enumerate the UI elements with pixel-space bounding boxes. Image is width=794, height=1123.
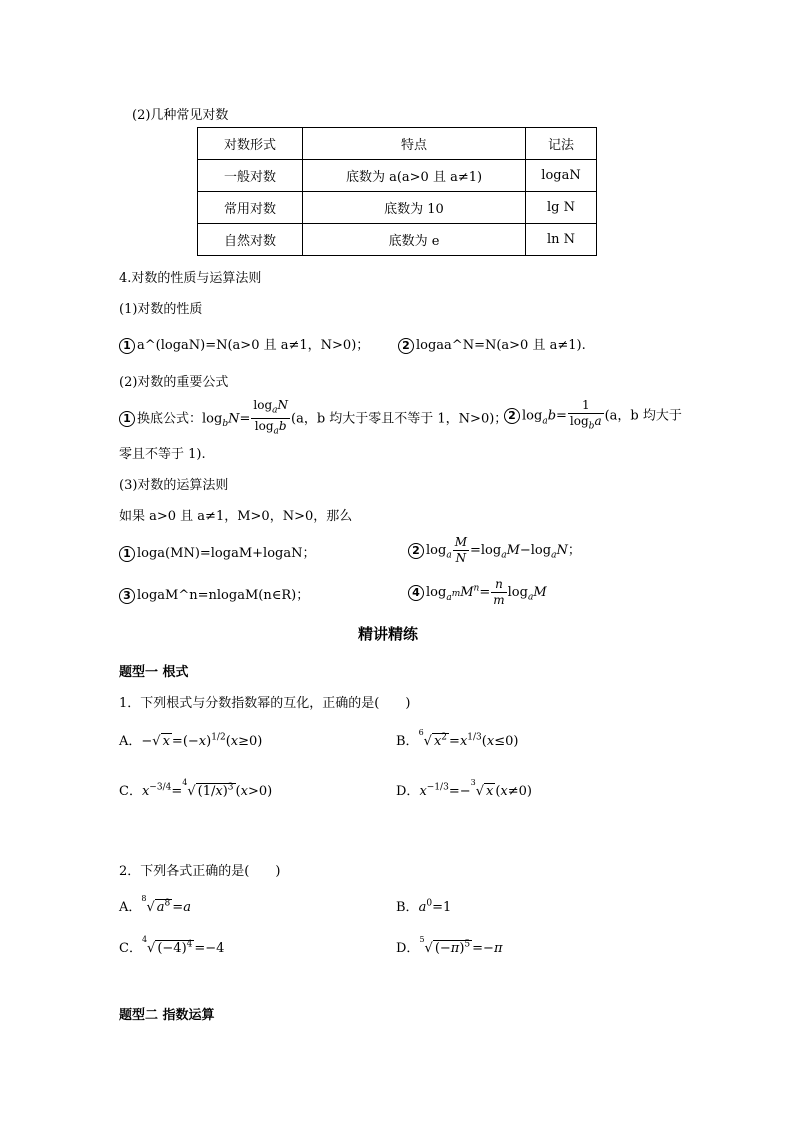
option-label: C． xyxy=(119,784,142,799)
sec4-heading: 4.对数的性质与运算法则 xyxy=(119,271,262,286)
option-label: D． xyxy=(396,784,420,799)
formula-1-condition: (a，b 均大于零且不等于 1，N>0)； xyxy=(291,411,508,427)
rule-4: 4 $\log_{a^m}M^n=$ $\frac{n}{m}$ $\log_aM$ xyxy=(408,577,547,608)
circled-number-icon: 2 xyxy=(408,543,424,559)
table-cell: logaN xyxy=(526,160,597,192)
q1-stem: 1．下列根式与分数指数幂的互化，正确的是( ) xyxy=(119,696,411,711)
formula-1-fraction: $\frac{\log_aN}{\log_ab}$ xyxy=(253,398,288,437)
table-cell: 自然对数 xyxy=(198,224,303,256)
circled-number-icon: 1 xyxy=(119,338,135,354)
circled-number-icon: 2 xyxy=(398,338,414,354)
property-1 xyxy=(119,334,369,354)
rule-4-fraction: $\frac{n}{m}$ xyxy=(493,577,505,607)
rule-2-fraction: $\frac{M}{N}$ xyxy=(454,535,467,565)
table-header-cell: 对数形式 xyxy=(198,128,303,160)
circled-number-icon: 1 xyxy=(119,546,135,562)
formula-1-prefix: 换底公式： xyxy=(137,411,203,427)
table-header-row xyxy=(198,128,597,160)
table-header-cell: 记法 xyxy=(526,128,597,160)
rule-intro: 如果 a>0 且 a≠1，M>0，N>0，那么 xyxy=(119,509,353,524)
section2-heading: (2)几种常见对数 xyxy=(132,108,229,123)
rule-1-text: loga(MN)=logaM+logaN； xyxy=(137,546,316,561)
circled-number-icon: 2 xyxy=(504,408,520,424)
rule-3-text: logaM^n=nlogaM(n∈R)； xyxy=(137,588,310,603)
table-row xyxy=(198,224,597,256)
option-label: B． xyxy=(396,734,419,749)
sub3-heading: (3)对数的运算法则 xyxy=(119,478,229,493)
table-cell: 底数为 a(a>0 且 a≠1) xyxy=(303,160,526,192)
option-label: A． xyxy=(119,900,142,915)
sub2-heading: (2)对数的重要公式 xyxy=(119,375,229,390)
q1-option-a: A．−√ $x =(-x)^{1/2}(x\ge 0)$ xyxy=(119,732,263,749)
rule-2: 2 $\log_a$ $\frac{M}{N}$ $=\log_aM-\log_aN$； xyxy=(408,535,581,566)
q1-option-c: C．$x^{-3/4}=^4√$ $(1/x)^3$ (x>0) xyxy=(119,778,273,799)
sub1-heading: (1)对数的性质 xyxy=(119,302,203,317)
table-row xyxy=(198,160,597,192)
table-cell: 常用对数 xyxy=(198,192,303,224)
q2-option-c: C．$^4$√ $(-4)^4 =-4$ xyxy=(119,935,225,956)
formula-2: 2 $\log_ab=$ $\frac{1}{\log_ba}$ (a，b 均大于 xyxy=(504,398,682,434)
log-types-table xyxy=(197,127,597,256)
table-cell: 一般对数 xyxy=(198,160,303,192)
table-cell: ln N xyxy=(526,224,597,256)
formula-2-fraction: $\frac{1}{\log_ba}$ xyxy=(569,398,602,432)
rule-3 xyxy=(119,584,309,604)
property-2-text: logaa^N=N(a>0 且 a≠1). xyxy=(416,338,586,353)
table-row xyxy=(198,192,597,224)
property-1-text: a^(logaN)=N(a>0 且 a≠1，N>0)； xyxy=(137,338,370,353)
type2-heading: 题型二 指数运算 xyxy=(119,1008,215,1023)
section-title: 精讲精练 xyxy=(358,625,419,643)
circled-number-icon: 3 xyxy=(119,588,135,604)
table-cell: 底数为 10 xyxy=(303,192,526,224)
circled-number-icon: 4 xyxy=(408,585,424,601)
q2-option-a: A．$^8$√ $a^8 =a$ xyxy=(119,894,191,915)
formula-1: 1 换底公式：$\log_bN=$ $\frac{\log_aN}{\log_ab}$ (a，b 均大于零且不等于 1，N>0)； xyxy=(119,398,507,440)
q2-option-d: D．$^5$√ $(-\pi)^5 =-\pi$ xyxy=(396,935,503,956)
q1-option-d: D．$x^{-1/3}=-^3√$ x (x≠0) xyxy=(396,778,533,799)
type1-heading: 题型一 根式 xyxy=(119,665,189,680)
formula-2-continuation: 零且不等于 1). xyxy=(119,447,206,462)
option-label: A． xyxy=(119,734,142,749)
option-label: D． xyxy=(396,941,420,956)
circled-number-icon: 1 xyxy=(119,411,135,427)
formula-2-condition: (a，b 均大于 xyxy=(604,408,682,424)
property-2 xyxy=(398,334,586,354)
q2-stem: 2．下列各式正确的是( ) xyxy=(119,864,281,879)
table-cell: lg N xyxy=(526,192,597,224)
option-label: B． xyxy=(396,900,419,915)
q2-option-b: B．$a^0=1$ xyxy=(396,898,452,915)
option-label: C． xyxy=(119,941,142,956)
q1-option-b: B．$^6$√ $x^2 =x^{1/3}(x\le 0)$ xyxy=(396,728,519,749)
rule-1 xyxy=(119,542,315,562)
table-cell: 底数为 e xyxy=(303,224,526,256)
table-header-cell: 特点 xyxy=(303,128,526,160)
